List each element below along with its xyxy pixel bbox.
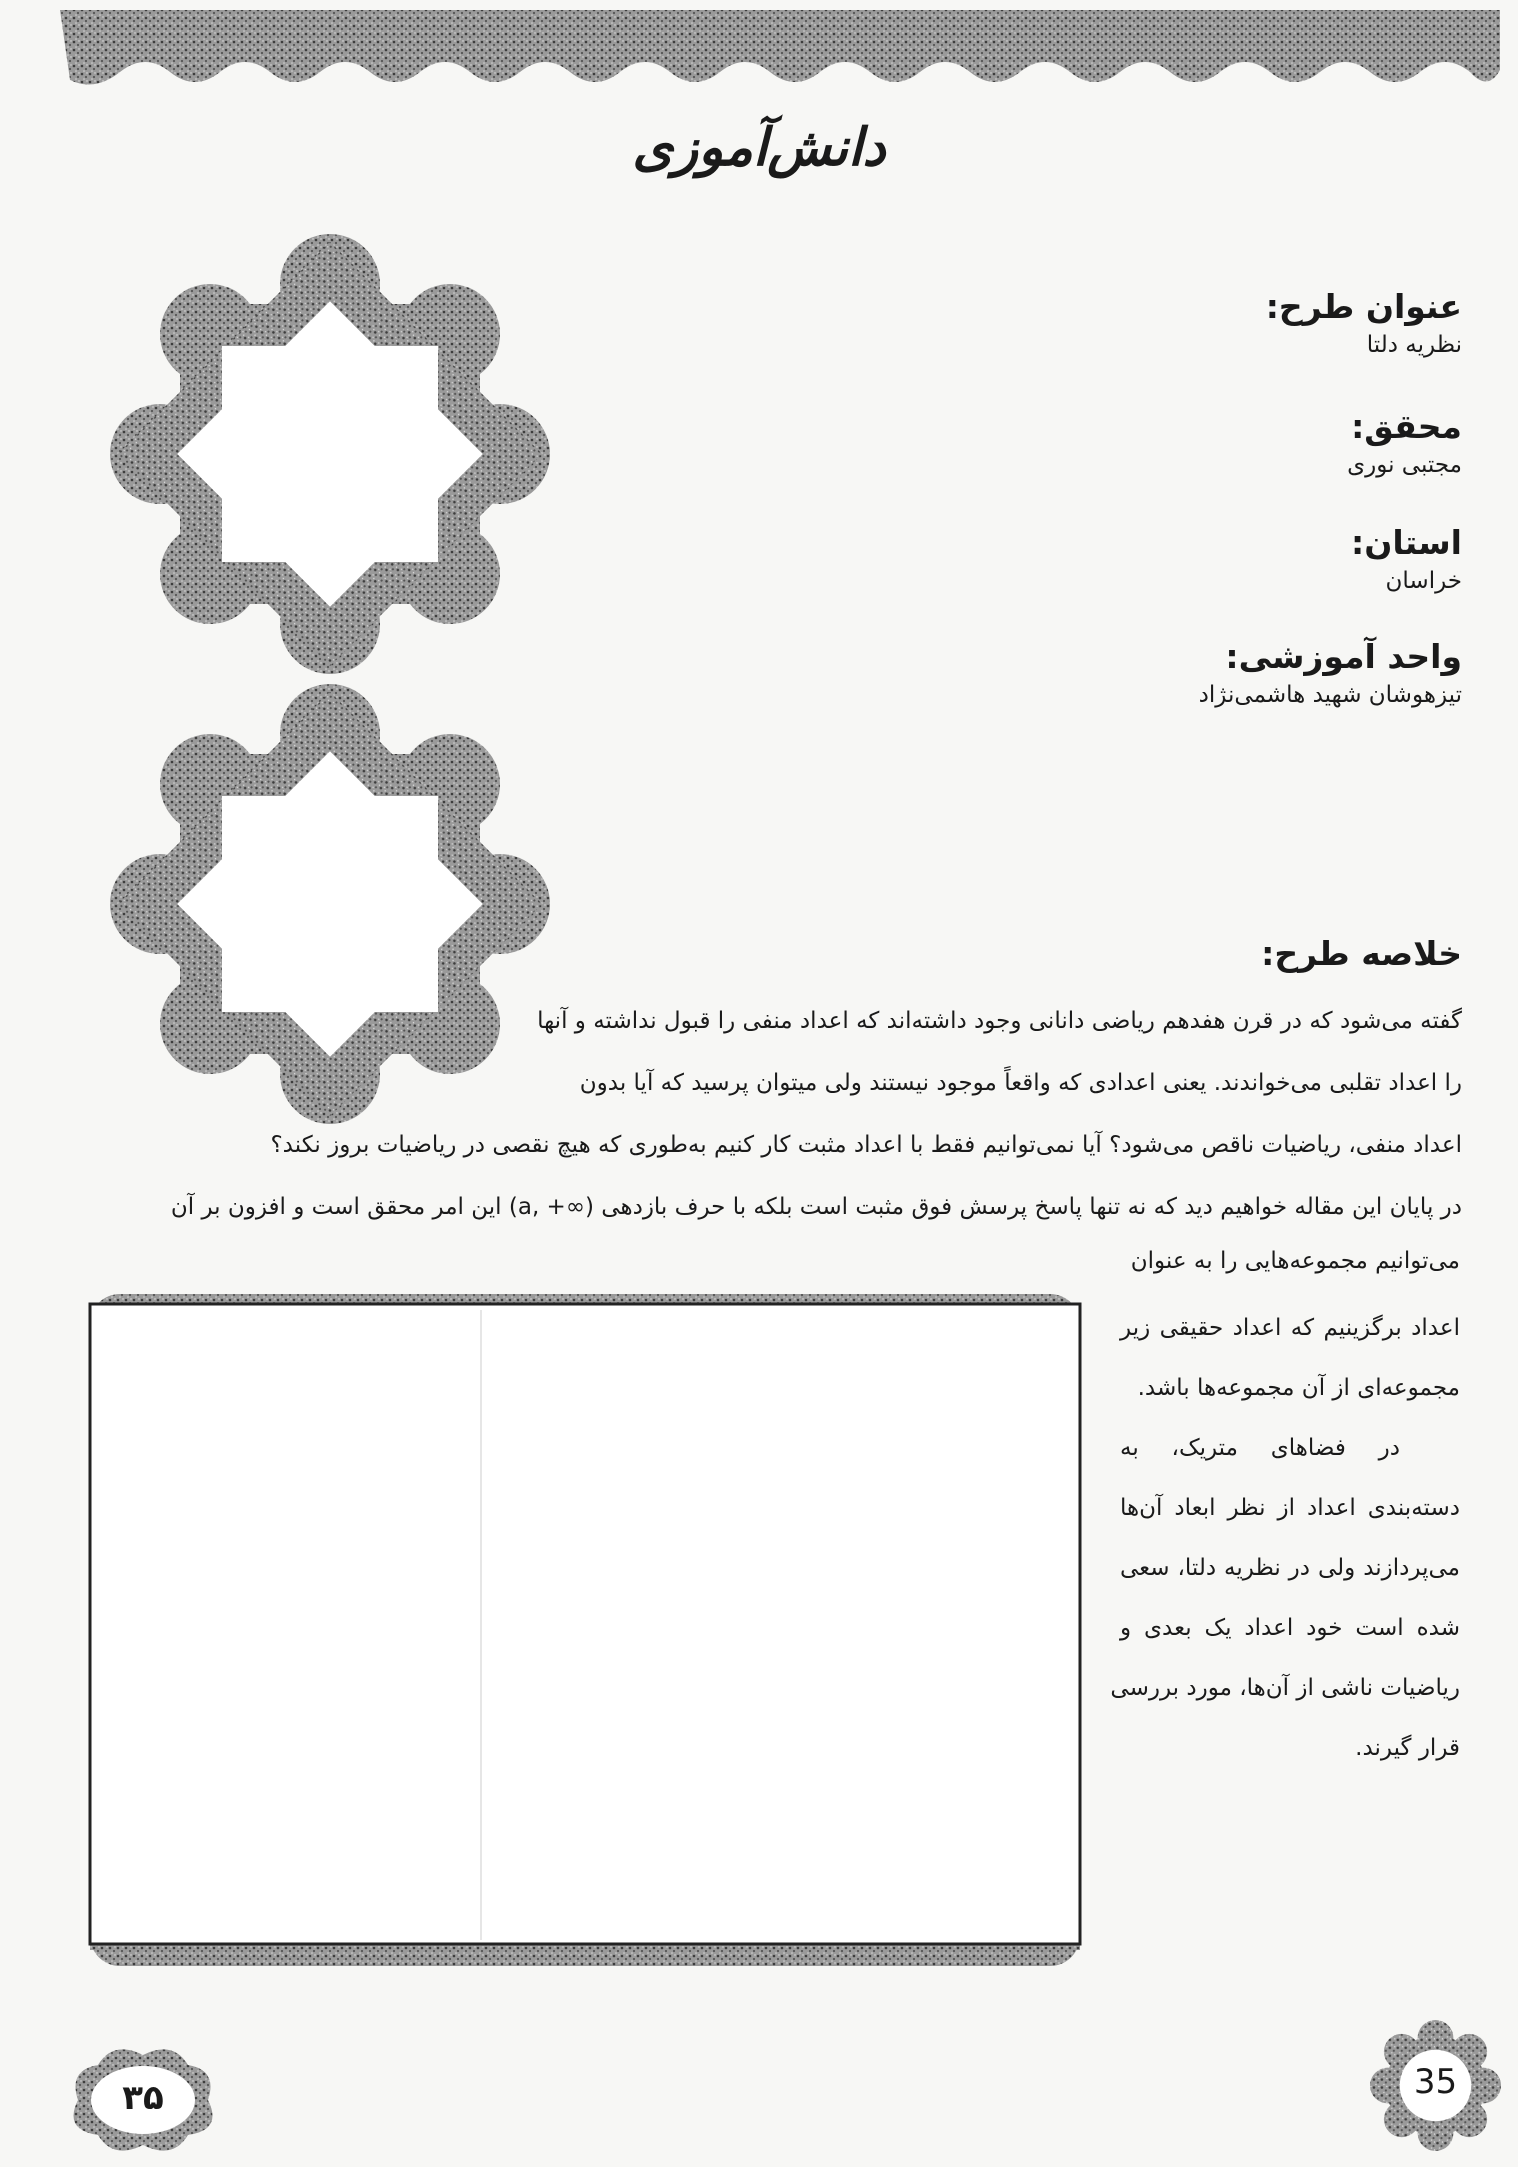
page-number-right-text: 35 (1413, 2062, 1458, 2102)
page-number-left (58, 2040, 228, 2160)
province-value: خراسان (1385, 568, 1462, 594)
project-title-value: نظریه دلتا (1366, 332, 1462, 358)
project-title-label: عنوان طرح: (1265, 287, 1462, 326)
header-decorative-band (0, 0, 1518, 110)
column-line: قرار گیرند. (1355, 1735, 1460, 1761)
column-line: ریاضیات ناشی از آن‌ها، مورد بررسی (1110, 1675, 1460, 1701)
column-line: مجموعه‌ای از آن مجموعه‌ها باشد. (1137, 1375, 1460, 1401)
page-title: دانش‌آموزی (632, 118, 886, 178)
summary-line: در پایان این مقاله خواهیم دید که نه تنها پاسخ پرسش فوق مثبت است بلکه با حرف بازدهی (∞+ ,a) این امر محقق است و افزون بر آن (170, 1194, 1462, 1220)
column-line: در فضاهای متریک، به (1120, 1435, 1400, 1461)
province-block (862, 522, 1462, 598)
summary-heading: خلاصه طرح: (1261, 934, 1462, 973)
summary-line: اعداد منفی، ریاضیات ناقص می‌شود؟ آیا نمی‌توانیم فقط با اعداد مثبت کار کنیم به‌طوری که هیچ نقصی در ریاضیات بروز نکند؟ (270, 1132, 1462, 1158)
school-label: واحد آموزشی: (1225, 637, 1462, 676)
decorative-star-frame-top (110, 234, 550, 674)
column-line: دسته‌بندی اعداد از نظر ابعاد آن‌ها (1120, 1495, 1460, 1521)
figure-frame (76, 1290, 1086, 1970)
summary-line: را اعداد تقلبی می‌خواندند. یعنی اعدادی که واقعاً موجود نیستند ولی میتوان پرسید که آیا بدون (579, 1070, 1462, 1096)
decorative-star-frame-bottom (110, 684, 550, 1124)
researcher-block (862, 406, 1462, 482)
summary-line: گفته می‌شود که در قرن هفدهم ریاضی دانانی وجود داشته‌اند که اعداد منفی را قبول نداشته و آنها (537, 1008, 1462, 1034)
page-number-left-text: ۳۵ (122, 2078, 164, 2118)
column-line: می‌پردازند ولی در نظریه دلتا، سعی (1120, 1555, 1460, 1581)
school-block (862, 636, 1462, 712)
page-number-right (1368, 2018, 1503, 2153)
school-value: تیزهوشان شهید هاشمی‌نژاد (1198, 682, 1462, 708)
researcher-value: مجتبی نوری (1347, 452, 1462, 478)
column-line: شده است خود اعداد یک بعدی و (1120, 1615, 1460, 1641)
project-title-block (862, 286, 1462, 362)
researcher-label: محقق: (1351, 407, 1462, 446)
province-label: استان: (1351, 523, 1462, 562)
summary-line: می‌توانیم مجموعه‌هایی را به عنوان (1130, 1248, 1460, 1274)
summary-column (1110, 1298, 1460, 1778)
column-line: اعداد برگزینیم که اعداد حقیقی زیر (1120, 1315, 1460, 1341)
